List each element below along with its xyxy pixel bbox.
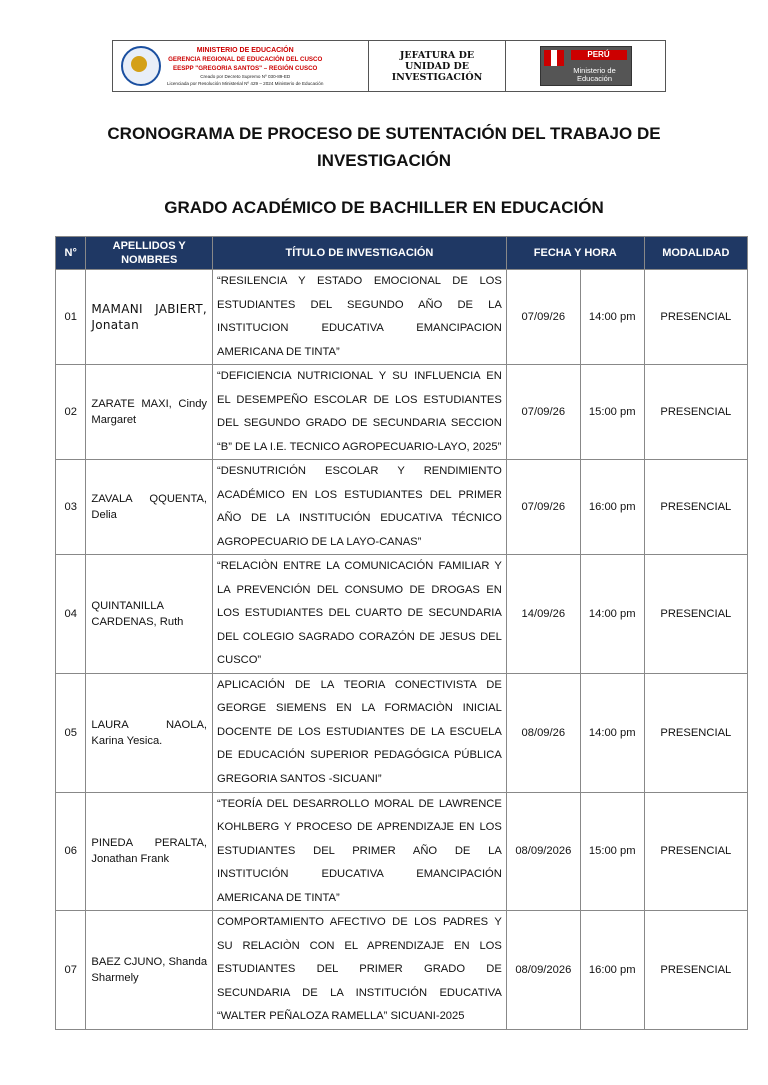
header-decree: Creado por Decreto Supremo Nº 030-89-ED — [200, 73, 291, 79]
table-row — [56, 270, 748, 365]
table-row — [56, 673, 748, 792]
row-modality: PRESENCIAL — [644, 270, 747, 365]
row-title: “TEORÍA DEL DESARROLLO MORAL DE LAWRENCE KOHLBERG Y PROCESO DE APRENDIZAJE EN LOS ESTUDIANTES DEL PRIMER AÑO DE LA INSTITUCIÓN EDUCATIVA EMANCIPACIÓN AMERICANA DE TINTA” — [213, 792, 507, 911]
row-modality: PRESENCIAL — [644, 365, 747, 460]
row-title: “DEFICIENCIA NUTRICIONAL Y SU INFLUENCIA EN EL DESEMPEÑO ESCOLAR DE LOS ESTUDIANTES DEL SEGUNDO GRADO DE SECUNDARIA SECCION “B” DE LA I.E. TECNICO AGROPECUARIO-LAYO, 2025” — [213, 365, 507, 460]
header-title: TÍTULO DE INVESTIGACIÓN — [213, 237, 507, 270]
row-number: 01 — [56, 270, 86, 365]
table-row — [56, 460, 748, 555]
row-time: 16:00 pm — [580, 911, 644, 1030]
table-row — [56, 792, 748, 911]
row-number: 03 — [56, 460, 86, 555]
row-date: 14/09/26 — [506, 555, 580, 674]
row-title: APLICACIÓN DE LA TEORIA CONECTIVISTA DE GEORGE SIEMENS EN LA FORMACIÒN INICIAL DOCENTE DE LOS ESTUDIANTES DE LA ESCUELA DE EDUCACIÓN SUPERIOR PEDAGÓGICA PÚBLICA GREGORIA SANTOS -SICUANI” — [213, 673, 507, 792]
row-number: 05 — [56, 673, 86, 792]
document-header — [112, 40, 666, 92]
page-subtitle: GRADO ACADÉMICO DE BACHILLER EN EDUCACIÓN — [164, 198, 604, 217]
row-time: 14:00 pm — [580, 673, 644, 792]
table-header-row — [56, 237, 748, 270]
schedule-table — [55, 236, 748, 1030]
row-number: 06 — [56, 792, 86, 911]
row-time: 15:00 pm — [580, 365, 644, 460]
row-modality: PRESENCIAL — [644, 460, 747, 555]
minedu-logo — [540, 46, 632, 86]
ministry-label: Ministerio de Educación — [573, 66, 616, 83]
peru-flag-icon — [544, 50, 564, 66]
row-modality: PRESENCIAL — [644, 555, 747, 674]
row-date: 08/09/2026 — [506, 911, 580, 1030]
header-datetime: FECHA Y HORA — [506, 237, 644, 270]
title-line-1: CRONOGRAMA DE PROCESO DE SUTENTACIÓN DEL TRABAJO DE — [107, 124, 661, 143]
row-title: “DESNUTRICIÓN ESCOLAR Y RENDIMIENTO ACADÉMICO EN LOS ESTUDIANTES DEL PRIMER AÑO DE LA INSTITUCIÓN EDUCATIVA TÉCNICO AGROPECUARIO DE LA LAYO-CANAS” — [213, 460, 507, 555]
row-modality: PRESENCIAL — [644, 792, 747, 911]
ministry-logo-block — [506, 41, 665, 91]
row-time: 16:00 pm — [580, 460, 644, 555]
row-name: MAMANI JABIERT, Jonatan — [86, 270, 213, 365]
row-name: ZAVALA QQUENTA, Delia — [86, 460, 213, 555]
institution-block — [113, 41, 369, 91]
row-modality: PRESENCIAL — [644, 673, 747, 792]
header-ministry: MINISTERIO DE EDUCACIÓN — [196, 46, 294, 54]
row-name: BAEZ CJUNO, Shanda Sharmely — [86, 911, 213, 1030]
row-date: 07/09/26 — [506, 365, 580, 460]
row-title: COMPORTAMIENTO AFECTIVO DE LOS PADRES Y SU RELACIÒN CON EL APRENDIZAJE EN LOS ESTUDIANTES DEL PRIMER GRADO DE SECUNDARIA DE LA INSTITUCIÓN EDUCATIVA “WALTER PEÑALOZA RAMELLA” SICUANI-2025 — [213, 911, 507, 1030]
row-name: QUINTANILLA CARDENAS, Ruth — [86, 555, 213, 674]
header-eespp: EESPP "GREGORIA SANTOS" – REGIÓN CUSCO — [173, 64, 318, 72]
row-number: 02 — [56, 365, 86, 460]
row-date: 08/09/2026 — [506, 792, 580, 911]
institution-seal-logo — [121, 46, 161, 86]
row-time: 14:00 pm — [580, 555, 644, 674]
row-name: LAURA NAOLA, Karina Yesica. — [86, 673, 213, 792]
row-time: 15:00 pm — [580, 792, 644, 911]
unit-block — [369, 41, 506, 91]
row-number: 07 — [56, 911, 86, 1030]
row-name: PINEDA PERALTA, Jonathan Frank — [86, 792, 213, 911]
header-modality: MODALIDAD — [644, 237, 747, 270]
header-names: APELLIDOS Y NOMBRES — [86, 237, 213, 270]
row-title: “RELACIÒN ENTRE LA COMUNICACIÓN FAMILIAR Y LA PREVENCIÓN DEL CONSUMO DE DROGAS EN LOS ESTUDIANTES DEL CUARTO DE SECUNDARIA DEL COLEGIO SAGRADO CORAZÓN DE JESUS DEL CUSCO” — [213, 555, 507, 674]
table-row — [56, 555, 748, 674]
unit-line-3: INVESTIGACIÓN — [391, 71, 483, 83]
table-row — [56, 365, 748, 460]
header-gerencia: GERENCIA REGIONAL DE EDUCACIÓN DEL CUSCO — [168, 55, 323, 63]
row-time: 14:00 pm — [580, 270, 644, 365]
unit-line-1: JEFATURA DE — [399, 49, 475, 61]
peru-label: PERÚ — [571, 50, 627, 60]
row-name: ZARATE MAXI, Cindy Margaret — [86, 365, 213, 460]
row-date: 08/09/26 — [506, 673, 580, 792]
unit-line-2: UNIDAD DE — [404, 60, 470, 72]
row-title: “RESILENCIA Y ESTADO EMOCIONAL DE LOS ESTUDIANTES DEL SEGUNDO AÑO DE LA INSTITUCION EDUCATIVA EMANCIPACION AMERICANA DE TINTA” — [213, 270, 507, 365]
header-number: N° — [56, 237, 86, 270]
row-number: 04 — [56, 555, 86, 674]
page-title — [84, 120, 684, 174]
row-date: 07/09/26 — [506, 270, 580, 365]
row-modality: PRESENCIAL — [644, 911, 747, 1030]
row-date: 07/09/26 — [506, 460, 580, 555]
table-row — [56, 911, 748, 1030]
title-line-2: INVESTIGACIÓN — [316, 151, 452, 170]
header-license: Licenciada por Resolución Ministerial Nº 429 – 2024 Ministerio de Educación — [167, 80, 324, 86]
